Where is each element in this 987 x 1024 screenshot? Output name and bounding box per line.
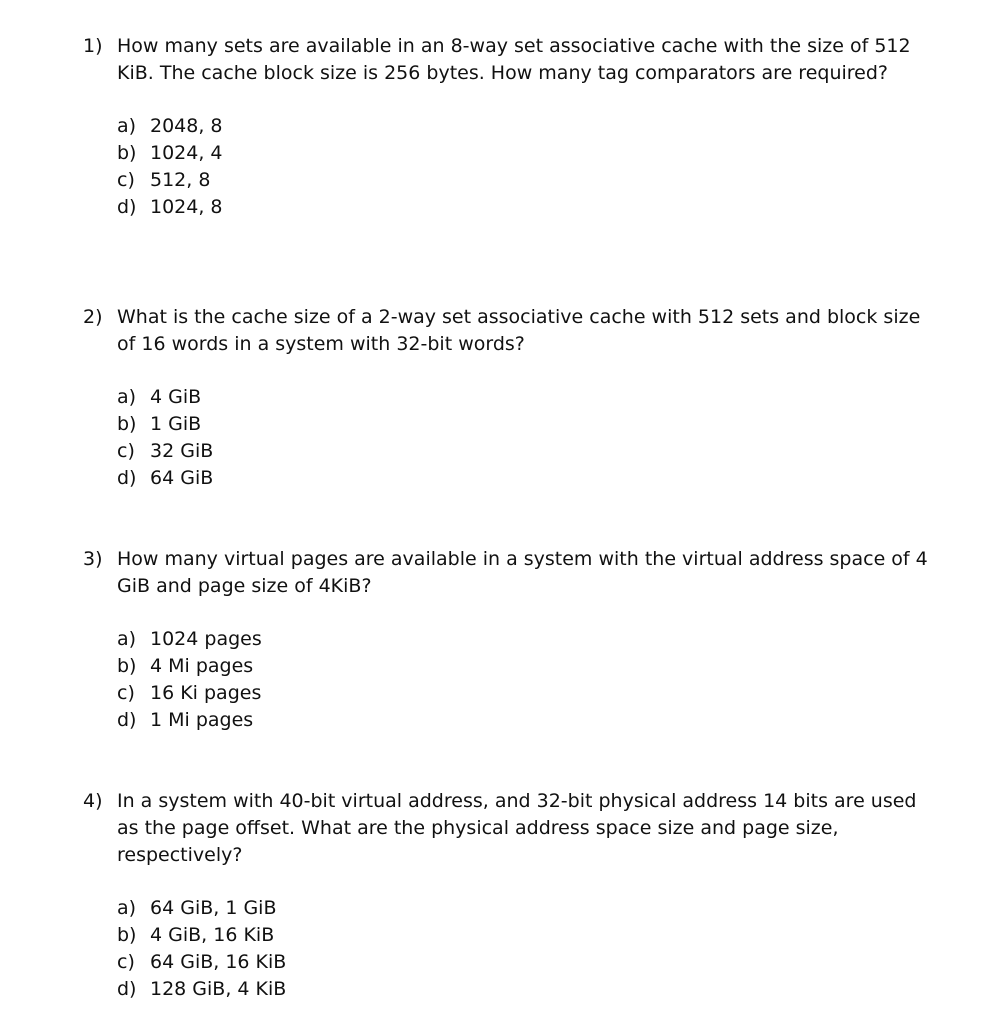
option-b: [117, 653, 943, 680]
option-text: 2048, 8: [150, 115, 223, 137]
option-a: [117, 384, 943, 411]
option-d: [117, 194, 943, 221]
option-c: [117, 167, 943, 194]
option-c: [117, 438, 943, 465]
option-letter: b): [117, 142, 137, 164]
question-text: In a system with 40-bit virtual address, and 32-bit physical address 14 bits are used as the page offset. What are the physical address space size and page size, respectively?: [117, 790, 917, 866]
option-text: 128 GiB, 4 KiB: [150, 978, 287, 1000]
option-text: 1 Mi pages: [150, 709, 254, 731]
option-text: 4 GiB: [150, 386, 202, 408]
option-letter: b): [117, 924, 137, 946]
question-text: How many sets are available in an 8-way set associative cache with the size of 512 KiB. The cache block size is 256 bytes. How many tag comparators are required?: [117, 35, 911, 84]
question-text: How many virtual pages are available in a system with the virtual address space of 4 GiB and page size of 4KiB?: [117, 548, 928, 597]
option-a: [117, 626, 943, 653]
option-text: 64 GiB: [150, 467, 214, 489]
option-text: 512, 8: [150, 169, 211, 191]
question-number: 4): [83, 790, 103, 812]
option-letter: d): [117, 467, 137, 489]
option-d: [117, 465, 943, 492]
question-3: [83, 546, 943, 734]
option-text: 4 GiB, 16 KiB: [150, 924, 275, 946]
option-b: [117, 411, 943, 438]
option-letter: c): [117, 169, 135, 191]
option-d: [117, 707, 943, 734]
question-text: What is the cache size of a 2-way set associative cache with 512 sets and block size of 16 words in a system with 32-bit words?: [117, 306, 921, 355]
question-2: [83, 304, 943, 492]
option-letter: a): [117, 386, 137, 408]
option-letter: b): [117, 655, 137, 677]
question-2-text-block: [83, 304, 943, 358]
question-number: 1): [83, 35, 103, 57]
option-text: 16 Ki pages: [150, 682, 262, 704]
option-b: [117, 140, 943, 167]
option-letter: c): [117, 951, 135, 973]
question-4: [83, 788, 943, 1003]
question-2-options: [83, 384, 943, 492]
option-text: 64 GiB, 1 GiB: [150, 897, 277, 919]
question-4-text-block: [83, 788, 943, 869]
option-text: 1024, 8: [150, 196, 223, 218]
option-c: [117, 949, 943, 976]
option-text: 1024, 4: [150, 142, 223, 164]
question-1: [83, 33, 943, 221]
question-number: 2): [83, 306, 103, 328]
question-3-text-block: [83, 546, 943, 600]
option-letter: a): [117, 897, 137, 919]
question-1-text-block: [83, 33, 943, 87]
option-letter: c): [117, 682, 135, 704]
question-3-options: [83, 626, 943, 734]
option-text: 1024 pages: [150, 628, 262, 650]
option-text: 64 GiB, 16 KiB: [150, 951, 287, 973]
option-letter: d): [117, 709, 137, 731]
option-d: [117, 976, 943, 1003]
option-a: [117, 113, 943, 140]
option-text: 32 GiB: [150, 440, 214, 462]
option-letter: b): [117, 413, 137, 435]
option-letter: d): [117, 196, 137, 218]
option-text: 1 GiB: [150, 413, 202, 435]
option-a: [117, 895, 943, 922]
option-letter: a): [117, 628, 137, 650]
option-c: [117, 680, 943, 707]
option-text: 4 Mi pages: [150, 655, 254, 677]
option-letter: a): [117, 115, 137, 137]
option-b: [117, 922, 943, 949]
question-4-options: [83, 895, 943, 1003]
question-number: 3): [83, 548, 103, 570]
option-letter: c): [117, 440, 135, 462]
question-1-options: [83, 113, 943, 221]
option-letter: d): [117, 978, 137, 1000]
